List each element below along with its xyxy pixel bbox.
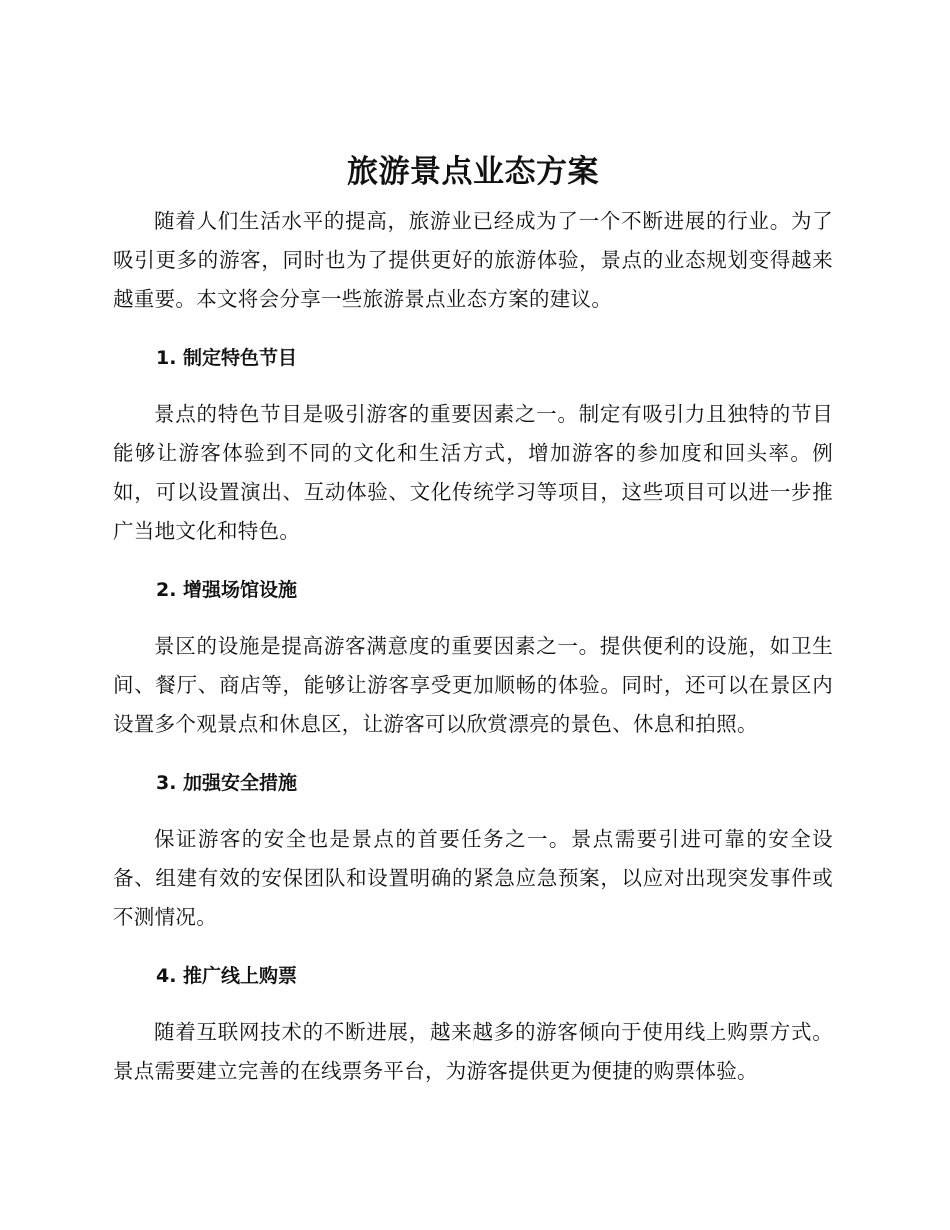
- intro-paragraph: 随着人们生活水平的提高，旅游业已经成为了一个不断进展的行业。为了吸引更多的游客，同时也为了提供更好的旅游体验，景点的业态规划变得越来越重要。本文将会分享一些旅游景点业态方案的建议。: [113, 209, 833, 311]
- section-heading: 1. 制定特色节目: [156, 347, 298, 369]
- section-paragraph: 景区的设施是提高游客满意度的重要因素之一。提供便利的设施，如卫生间、餐厅、商店等，能够让游客享受更加顺畅的体验。同时，还可以在景区内设置多个观景点和休息区，让游客可以欣赏漂亮的景色、休息和拍照。: [113, 634, 833, 736]
- section-heading: 2. 增强场馆设施: [156, 579, 298, 601]
- section-1: [113, 343, 833, 551]
- document-title: 旅游景点业态方案: [347, 154, 599, 190]
- section-4: [113, 961, 833, 1091]
- section-heading: 4. 推广线上购票: [156, 965, 298, 987]
- section-2: [113, 575, 833, 744]
- section-paragraph: 随着互联网技术的不断进展，越来越多的游客倾向于使用线上购票方式。景点需要建立完善的在线票务平台，为游客提供更为便捷的购票体验。: [113, 1020, 833, 1083]
- section-paragraph: 保证游客的安全也是景点的首要任务之一。景点需要引进可靠的安全设备、组建有效的安保团队和设置明确的紧急应急预案，以应对出现突发事件或不测情况。: [113, 827, 833, 929]
- section-heading: 3. 加强安全措施: [156, 772, 298, 794]
- document-page: [113, 150, 833, 1091]
- section-paragraph: 景点的特色节目是吸引游客的重要因素之一。制定有吸引力且独特的节目能够让游客体验到不同的文化和生活方式，增加游客的参加度和回头率。例如，可以设置演出、互动体验、文化传统学习等项目，这些项目可以进一步推广当地文化和特色。: [113, 402, 833, 543]
- section-3: [113, 768, 833, 937]
